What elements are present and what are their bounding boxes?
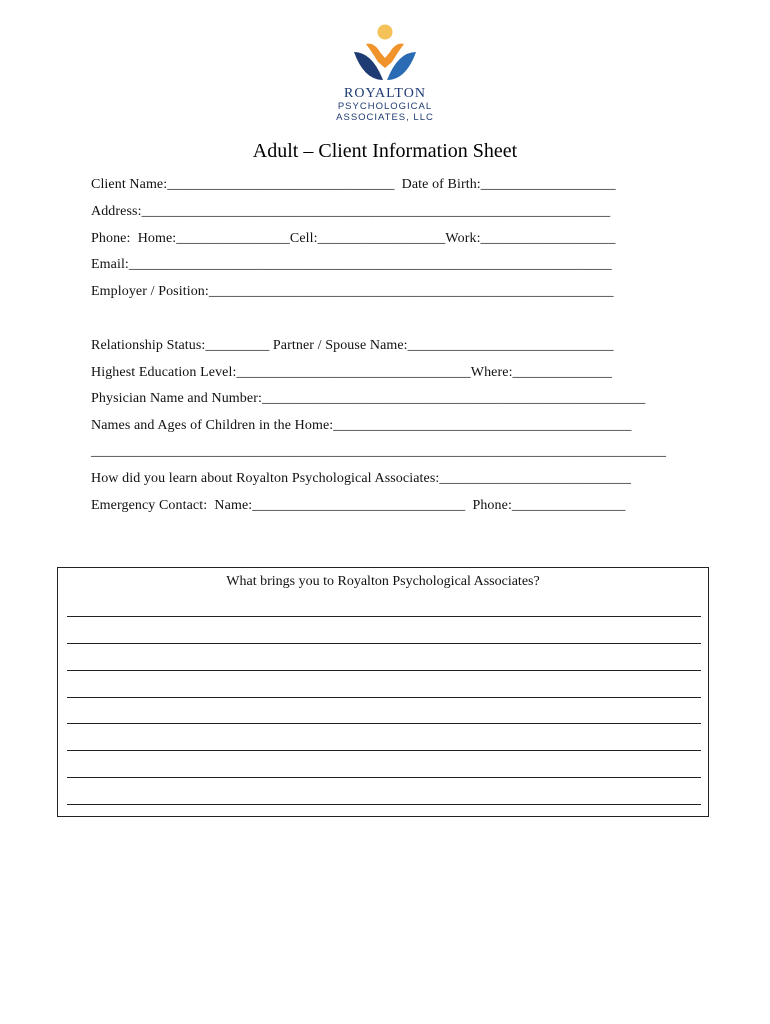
relationship-field[interactable]: Relationship Status:_________ Partner / Spouse Name:_____________________________ [91,338,614,353]
logo-emblem-icon [352,22,418,84]
employer-field[interactable]: Employer / Position:_________________________________________________________ [91,284,614,299]
answer-line[interactable] [67,697,701,698]
answer-line[interactable] [67,777,701,778]
emergency-contact-field[interactable]: Emergency Contact: Name:______________________________ Phone:________________ [91,498,626,513]
reason-heading: What brings you to Royalton Psychological Associates? [226,574,540,589]
company-logo [335,22,435,130]
answer-line[interactable] [67,804,701,805]
physician-field[interactable]: Physician Name and Number:______________________________________________________ [91,391,646,406]
reason-box [57,567,709,817]
answer-line[interactable] [67,723,701,724]
logo-name: ROYALTON [344,86,426,101]
answer-line[interactable] [67,750,701,751]
answer-line[interactable] [67,643,701,644]
address-field[interactable]: Address:__________________________________________________________________ [91,204,611,219]
answer-line[interactable] [67,616,701,617]
referral-source-field[interactable]: How did you learn about Royalton Psychological Associates:___________________________ [91,471,632,486]
logo-subtitle-1: PSYCHOLOGICAL [337,101,433,112]
page-title: Adult – Client Information Sheet [252,140,518,162]
logo-subtitle-2: ASSOCIATES, LLC [336,112,434,123]
client-name-dob-field[interactable]: Client Name:________________________________ Date of Birth:___________________ [91,177,616,192]
answer-line[interactable] [67,670,701,671]
children-continuation-line[interactable]: _________________________________________________________________________________ [91,444,667,459]
phone-fields[interactable]: Phone: Home:________________Cell:__________________Work:___________________ [91,231,616,246]
email-field[interactable]: Email:____________________________________________________________________ [91,257,612,272]
children-field[interactable]: Names and Ages of Children in the Home:__________________________________________ [91,418,632,433]
education-field[interactable]: Highest Education Level:_________________________________Where:______________ [91,365,612,380]
